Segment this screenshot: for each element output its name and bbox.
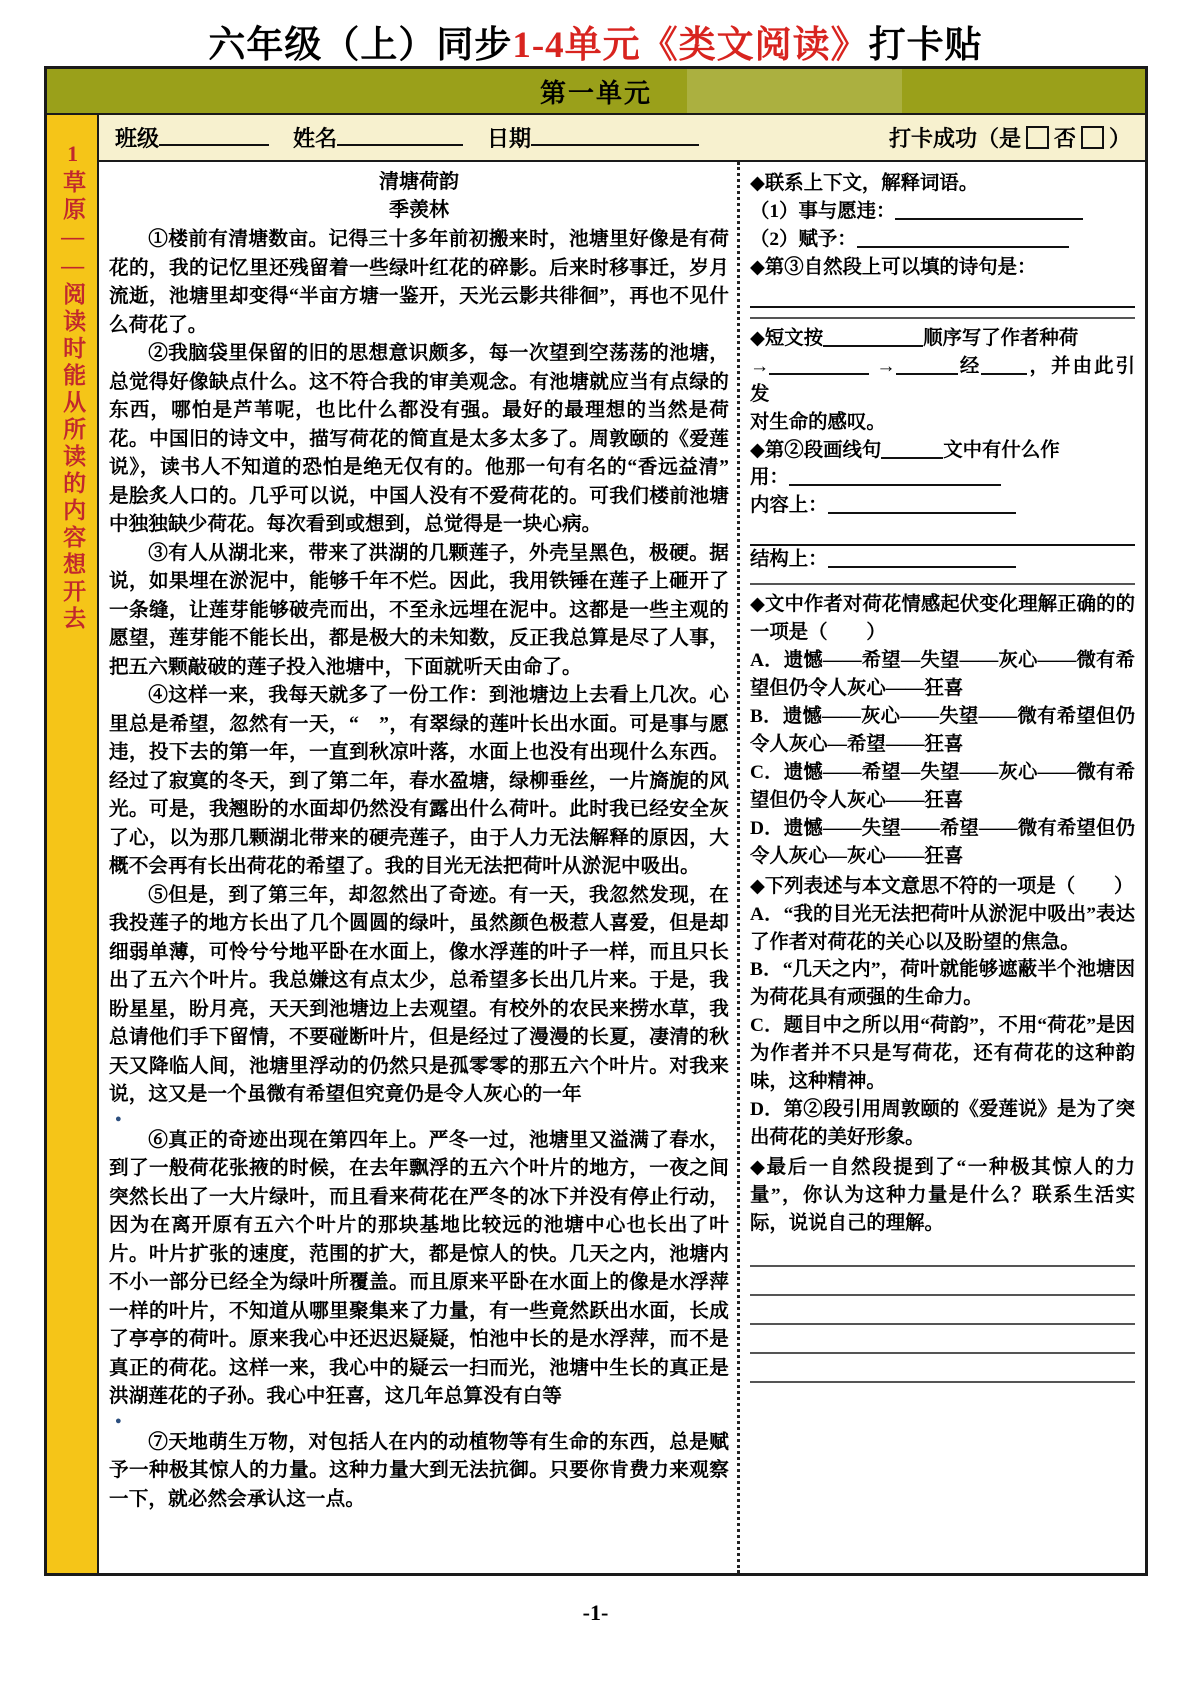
- content-row[interactable]: [750, 492, 1135, 520]
- checkbox-no[interactable]: [1081, 126, 1104, 149]
- article-paragraph: ⑤但是，到了第三年，却忽然出了奇迹。有一天，我忽然发现，在我投莲子的地方长出了几个圆圆的绿叶，虽然颜色极惹人喜爱，但是却细弱单薄，可怜兮兮地平卧在水面上，像水浮莲的叶子一样，而且只长出了五六个叶片。我总嫌这有点太少，总希望多长出几片来。于是，我盼星星，盼月亮，天天到池塘边上去观望。有校外的农民来捞水草，我总请他们手下留情，不要碰断叶片，但是经过了漫漫的长夏，凄清的秋天又降临人间，池塘里浮动的仍然只是孤零零的那五六个叶片。对我来说，这又是一个虽微有希望但究竟仍是令人灰心的一年: [109, 884, 729, 1105]
- checkin-no-label: 否: [1053, 126, 1076, 151]
- checkin-label: 打卡成功（是: [888, 126, 1021, 151]
- underline-sentence-prefix: ◆第②段画线句: [750, 439, 882, 461]
- vocab-item-1-label: （1）事与愿违：: [750, 200, 896, 222]
- statement-option-a[interactable]: A．“我的目光无法把荷叶从淤泥中吸出”表达了作者对荷花的关心以及盼望的焦急。: [750, 903, 1135, 953]
- order-blank-2[interactable]: [769, 356, 869, 375]
- article-panel: [99, 162, 740, 1573]
- content-blank[interactable]: [828, 495, 1016, 514]
- order-question-line-1[interactable]: [750, 325, 1135, 353]
- usage-blank[interactable]: [789, 467, 1001, 486]
- section-divider: [750, 583, 1135, 585]
- questions-panel: [740, 162, 1145, 1573]
- page-footer: -1-: [582, 1600, 609, 1625]
- statement-question-stem: ◆下列表述与本文意思不符的一项是（ ）: [750, 875, 1134, 897]
- question-group-vocabulary: [750, 170, 1135, 310]
- order-arrow-2: →: [876, 355, 896, 377]
- order-blank-1[interactable]: [823, 328, 923, 347]
- statement-option-c[interactable]: C．题目中之所以用“荷韵”，不用“荷花”是因为作者并不只是写荷花，还有荷花的这种韵味，这种精神。: [750, 1015, 1135, 1093]
- structure-row[interactable]: [750, 546, 1135, 574]
- sheet-body: [47, 115, 1145, 1573]
- content-extra-line[interactable]: [750, 522, 1135, 546]
- checkbox-yes[interactable]: [1026, 126, 1049, 149]
- underline-sentence-blank[interactable]: [881, 440, 943, 459]
- answer-line[interactable]: [750, 1354, 1135, 1383]
- vocab-item-2[interactable]: [750, 226, 1135, 254]
- order-blank-3[interactable]: [896, 356, 958, 375]
- article-title: 清塘荷韵: [379, 171, 459, 193]
- date-field[interactable]: [487, 122, 699, 153]
- order-question-line-2[interactable]: [750, 353, 1135, 409]
- side-tab: [47, 115, 99, 1573]
- question-group-order: [750, 325, 1135, 577]
- paragraph-marker-dot: ●: [115, 1112, 122, 1125]
- order-question-suffix: 顺序写了作者种荷: [923, 327, 1079, 349]
- vocab-item-1-blank[interactable]: [895, 201, 1083, 220]
- unit-banner: [47, 69, 1145, 115]
- statement-option-d[interactable]: D．第②段引用周敦颐的《爱莲说》是为了突出荷花的美好形象。: [750, 1099, 1135, 1149]
- vocab-heading: ◆联系上下文，解释词语。: [750, 173, 979, 194]
- order-arrow-1: →: [750, 355, 770, 377]
- emotion-option-b[interactable]: B．遗憾——灰心——失望——微有希望但仍令人灰心—希望——狂喜: [750, 706, 1135, 755]
- underline-sentence-question: [750, 437, 1135, 465]
- content-label: 内容上：: [750, 495, 828, 517]
- checkin-status[interactable]: [889, 122, 1131, 153]
- panels: [99, 162, 1145, 1573]
- question-group-statement: [750, 873, 1135, 1154]
- class-label: 班级: [115, 126, 160, 151]
- order-question-prefix: ◆短文按: [750, 327, 824, 349]
- order-question-tail: ，并由此引发: [750, 355, 1136, 405]
- name-input-blank[interactable]: [337, 126, 463, 146]
- answer-line[interactable]: [750, 1296, 1135, 1325]
- article-paragraph: ⑥真正的奇迹出现在第四年上。严冬一过，池塘里又溢满了春水，到了一般荷花张掖的时候，在去年飘浮的五六个叶片的地方，一夜之间突然长出了一大片绿叶，而且看来荷花在严冬的冰下并没有停止行动，因为在离开原有五六个叶片的那块基地比较远的池塘中心也长出了叶片。叶片扩张的速度，范围的扩大，都是惊人的快。几天之内，池塘内不小一部分已经全为绿叶所覆盖。而且原来平卧在水面上的像是水浮萍一样的叶片，不知道从哪里聚集来了力量，有一些竟然跃出水面，长成了亭亭的荷叶。原来我心中还迟迟疑疑，怕池中长的是水浮萍，而不是真正的荷花。这样一来，我心中的疑云一扫而光，池塘中生长的真正是洪湖莲花的子孙。我心中狂喜，这几年总算没有白等: [109, 1129, 729, 1408]
- structure-blank[interactable]: [828, 549, 1016, 568]
- answer-line[interactable]: [750, 1325, 1135, 1354]
- side-tab-number: 1: [60, 141, 86, 170]
- statement-option-b[interactable]: B．“几天之内”，荷叶就能够遮蔽半个池塘因为荷花具有顽强的生命力。: [750, 959, 1135, 1009]
- question-group-emotion: [750, 591, 1135, 872]
- openended-question-stem: ◆最后一自然段提到了“一种极其惊人的力量”，你认为这种力量是什么？联系生活实际，说说自己的理解。: [750, 1157, 1135, 1234]
- poem-fill-question: ◆第③自然段上可以填的诗句是：: [750, 256, 1037, 278]
- emotion-question-stem: ◆文中作者对荷花情感起伏变化理解正确的的一项是（ ）: [750, 594, 1135, 644]
- poem-fill-answer-line[interactable]: [750, 284, 1135, 308]
- underline-sentence-suffix: 文中有什么作: [943, 439, 1060, 461]
- usage-row[interactable]: [750, 464, 1135, 492]
- page-title-highlight: 1-4单元《类文阅读》: [512, 25, 869, 66]
- question-group-openended: [750, 1154, 1135, 1385]
- worksheet-sheet: [44, 66, 1148, 1576]
- section-divider: [750, 317, 1135, 319]
- page-title-suffix: 打卡贴: [868, 25, 983, 66]
- class-field[interactable]: [115, 122, 269, 153]
- article-paragraph: ③有人从湖北来，带来了洪湖的几颗莲子，外壳呈黑色，极硬。据说，如果埋在淤泥中，能够千年不烂。因此，我用铁锤在莲子上砸开了一条缝，让莲芽能够破壳而出，不至永远埋在泥中。这都是一些主观的愿望，莲芽能不能长出，都是极大的未知数，反正我总算是尽了人事，把五六颗敲破的莲子投入池塘中，下面就听天由命了。: [109, 542, 729, 678]
- name-field[interactable]: [293, 122, 463, 153]
- structure-label: 结构上：: [750, 549, 828, 571]
- order-label-jing: 经: [957, 355, 982, 377]
- answer-line[interactable]: [750, 1267, 1135, 1296]
- class-input-blank[interactable]: [159, 126, 269, 146]
- vocab-item-2-blank[interactable]: [857, 229, 1069, 248]
- order-blank-4[interactable]: [981, 356, 1027, 375]
- article-paragraph: ⑦天地萌生万物，对包括人在内的动植物等有生命的东西，总是赋予一种极其惊人的力量。这种力量大到无法抗御。只要你肯费力来观察一下，就必然会承认这一点。: [109, 1431, 729, 1510]
- emotion-option-a[interactable]: A．遗憾——希望—失望——灰心——微有希望但仍令人灰心——狂喜: [750, 650, 1135, 700]
- answer-line[interactable]: [750, 1238, 1135, 1267]
- info-bar: [99, 115, 1145, 162]
- vocab-item-2-label: （2）赋予：: [750, 228, 857, 250]
- article-paragraph: ①楼前有清塘数亩。记得三十多年前初搬来时，池塘里好像是有荷花的，我的记忆里还残留着一些绿叶红花的碎影。后来时移事迁，岁月流逝，池塘里却变得“半亩方塘一鉴开，天光云影共徘徊”，再也不见什么荷花了。: [109, 229, 729, 336]
- vocab-item-1[interactable]: [750, 198, 1135, 226]
- article-author: 季羡林: [389, 199, 449, 221]
- paragraph-marker-dot: ●: [115, 1414, 122, 1427]
- side-tab-text: [60, 141, 84, 633]
- article-paragraph: ④这样一来，我每天就多了一份工作：到池塘边上去看上几次。心里总是希望，忽然有一天，“ ”，有翠绿的莲叶长出水面。可是事与愿违，投下去的第一年，一直到秋凉叶落，水面上也没有出现什么东西。经过了寂寞的冬天，到了第二年，春水盈塘，绿柳垂丝，一片旖旎的风光。可是，我翘盼的水面却仍然没有露出什么荷叶。此时我已经安全灰了心，以为那几颗湖北带来的硬壳莲子，由于人力无法解释的原因，大概不会再有长出荷花的希望了。我的目光无法把荷叶从淤泥中吸出。: [109, 685, 729, 877]
- checkin-close-paren: ）: [1108, 126, 1131, 151]
- name-label: 姓名: [293, 126, 338, 151]
- content-column: [99, 115, 1145, 1573]
- side-tab-label: 草原——阅读时能从所读的内容想开去: [60, 170, 86, 633]
- emotion-option-c[interactable]: C．遗憾——希望—失望——灰心——微有希望但仍令人灰心——狂喜: [750, 761, 1135, 811]
- date-input-blank[interactable]: [531, 126, 699, 146]
- usage-label: 用：: [750, 467, 789, 489]
- article-paragraph: ②我脑袋里保留的旧的思想意识颇多，每一次望到空荡荡的池塘，总觉得好像缺点什么。这不符合我的审美观念。有池塘就应当有点绿的东西，哪怕是芦苇呢，也比什么都没有强。最好的最理想的当然是荷花。中国旧的诗文中，描写荷花的简直是太多太多了。周敦颐的《爱莲说》，读书人不知道的恐怕是绝无仅有的。他那一句有名的“香远益清”是脍炙人口的。几乎可以说，中国人没有不爱荷花的。可我们楼前池塘中独独缺少荷花。每次看到或想到，总觉得是一块心病。: [109, 343, 729, 535]
- order-question-line-3: 对生命的感叹。: [750, 411, 886, 433]
- unit-banner-label: 第一单元: [539, 78, 652, 108]
- page-title-prefix: 六年级（上）同步: [208, 25, 513, 66]
- emotion-option-d[interactable]: D．遗憾——失望——希望——微有希望但仍令人灰心—灰心——狂喜: [750, 817, 1135, 867]
- date-label: 日期: [487, 126, 532, 151]
